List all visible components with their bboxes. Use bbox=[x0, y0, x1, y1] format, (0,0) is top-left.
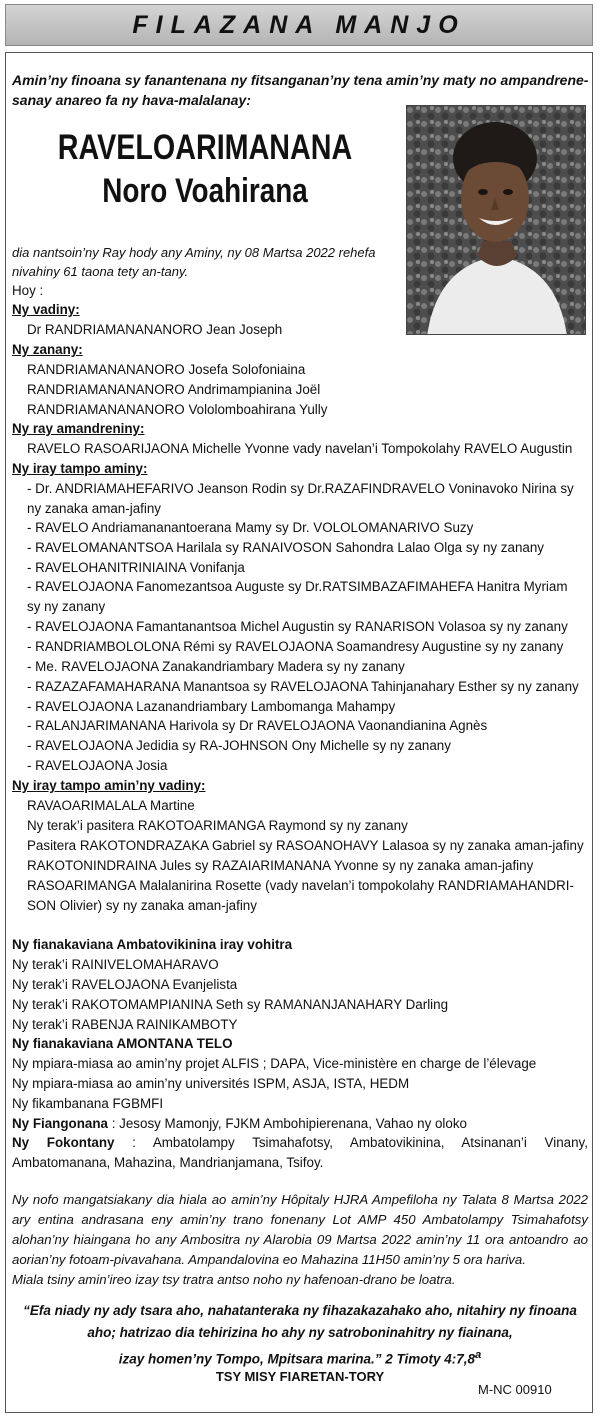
spouse-siblings-heading: Ny iray tampo amin’ny vadiny: bbox=[12, 778, 206, 793]
fokontany-text: : Ambatolampy Tsimahafotsy, Ambatovikinina, Atsinanan’i Vinany, Ambatomanana, Mahazina, Mandrianjamana, Tsifoy. bbox=[12, 1135, 588, 1170]
colleague-item: Ny mpiara-miasa ao amin’ny projet ALFIS ; DAPA, Vice-ministère en charge de l’élevage bbox=[12, 1056, 537, 1071]
church-line bbox=[12, 1114, 467, 1133]
sibling-item: - RAVELOMANANTSOA Harilala sy RANAIVOSON Sahondra Lalao Olga sy ny zanany bbox=[27, 540, 544, 555]
intro-text: Amin’ny finoana sy fanantenana ny fitsanganan’ny tena amin’ny maty no ampandrene-sanay anareo fa ny hava-malalanay: bbox=[12, 72, 589, 108]
quote-line: aho; hatrizao dia tehirizina ho ahy ny satroboninahitry ny fiainana, bbox=[87, 1325, 513, 1340]
spouse-sibling-item: Pasitera RAKOTONDRAZAKA Gabriel sy RASOANOHAVY Lalasoa sy ny zanaka aman-jafiny bbox=[27, 838, 584, 853]
sibling-item: - RAVELOJAONA Famantanantsoa Michel Augustin sy RANARISON Volasoa sy ny zanany bbox=[27, 619, 568, 634]
child-item: RANDRIAMANANANORO Vololomboahirana Yully bbox=[27, 402, 328, 417]
spouse-sibling-item: RAVAOARIMALALA Martine bbox=[27, 798, 195, 813]
reference-number: M-NC 00910 bbox=[478, 1382, 552, 1397]
quote-line bbox=[12, 1344, 588, 1371]
in-laws-heading: Ny ray amandreniny: bbox=[12, 421, 145, 436]
sibling-item: - RANDRIAMBOLOLONA Rémi sy RAVELOJAONA Soamandresy Augustine sy ny zanany bbox=[27, 639, 564, 654]
sibling-item: - RAVELOJAONA Fanomezantsoa Auguste sy Dr.RATSIMBAZAFIMAHEFA Hanitra Myriam bbox=[27, 579, 568, 594]
spouse-sibling-item: RASOARIMANGA Malalanirina Rosette (vady navelan’i tompokolahy RANDRIAMAHANDRI- bbox=[27, 878, 574, 893]
funeral-text: Ny nofo mangatsiakany dia hiala ao amin’ny Hôpitaly HJRA Ampefiloha ny Talata 8 Martsa 2022 ary entina andrasana eny amin’ny trano fonenany Lot AMP 450 Ambatolampy Tsimahafotsy alohan’ny hiaingana ho any Ambositra ny Alarobia 09 Martsa 2022 amin’ny 11 ora antoandro ao aorian’ny fotoam-pivavahana. Ampandalovina eo Mahazina 11H50 amin’ny 5 ora hariva. bbox=[12, 1192, 588, 1267]
sibling-item: - Me. RAVELOJAONA Zanakandriambary Madera sy ny zanany bbox=[27, 659, 405, 674]
sibling-item: ny zanaka aman-jafiny bbox=[27, 501, 161, 516]
children-heading: Ny zanany: bbox=[12, 342, 83, 357]
quote-line: “Efa niady ny ady tsara aho, nahatanteraka ny fihazakazahako aho, nitahiry ny finoana bbox=[23, 1303, 577, 1318]
hoy-label: Hoy : bbox=[12, 283, 44, 298]
siblings-heading: Ny iray tampo aminy: bbox=[12, 461, 148, 476]
sibling-item: - RALANJARIMANANA Harivola sy Dr RAVELOJAONA Vaonandianina Agnès bbox=[27, 718, 488, 733]
sibling-item: - RAVELOJAONA Jedidia sy RA-JOHNSON Ony Michelle sy ny zanany bbox=[27, 738, 451, 753]
spouse-sibling-item: RAKOTONINDRAINA Jules sy RAZAIARIMANANA Yvonne sy ny zanaka aman-jafiny bbox=[27, 858, 534, 873]
fokontany-label: Ny Fokontany bbox=[12, 1135, 115, 1150]
sibling-item: - RAVELO Andriamananantoerana Mamy sy Dr. VOLOLOMANARIVO Suzy bbox=[27, 520, 474, 535]
funeral-arrangements bbox=[12, 1190, 588, 1290]
header-bar bbox=[5, 4, 593, 46]
sibling-item: - RAVELOJAONA Josia bbox=[27, 758, 168, 773]
header-title: FILAZANA MANJO bbox=[132, 10, 466, 39]
quote-superscript: a bbox=[475, 1349, 482, 1361]
child-item: RANDRIAMANANANORO Josefa Solofoniaina bbox=[27, 362, 306, 377]
death-notice: dia nantsoin’ny Ray hody any Aminy, ny 08 Martsa 2022 rehefa nivahiny 61 taona tety an-tany. bbox=[12, 245, 376, 279]
church-text: : Jesosy Mamonjy, FJKM Ambohipierenana, Vahao ny oloko bbox=[111, 1116, 467, 1131]
funeral-note: Miala tsiny amin’ireo izay tsy tratra antso noho ny hafenoan-drano be loatra. bbox=[12, 1272, 456, 1287]
in-law-item: RAVELO RASOARIJAONA Michelle Yvonne vady navelan’i Tompokolahy RAVELO Augustin bbox=[27, 441, 573, 456]
sibling-item: - RAZAZAFAMAHARANA Manantsoa sy RAVELOJAONA Tahinjanahary Esther sy ny zanany bbox=[27, 679, 579, 694]
sibling-item: sy ny zanany bbox=[27, 599, 106, 614]
family-item: Ny terak’i RABENJA RAINIKAMBOTY bbox=[12, 1017, 238, 1032]
church-label: Ny Fiangonana bbox=[12, 1116, 108, 1131]
family-heading-ambatovikinina: Ny fianakaviana Ambatovikinina iray vohitra bbox=[12, 937, 293, 952]
spouse-heading: Ny vadiny: bbox=[12, 302, 80, 317]
spouse-item: Dr RANDRIAMANANANORO Jean Joseph bbox=[27, 322, 283, 337]
quote-line-text: izay homen’ny Tompo, Mpitsara marina.” 2 Timoty 4:7,8 bbox=[118, 1351, 476, 1367]
sibling-item: - RAVELOHANITRINIAINA Vonifanja bbox=[27, 560, 245, 575]
sibling-item: - Dr. ANDRIAMAHEFARIVO Jeanson Rodin sy Dr.RAZAFINDRAVELO Voninavoko Nirina sy bbox=[27, 481, 574, 496]
fokontany-paragraph bbox=[12, 1133, 588, 1173]
family-item: Ny terak’i RAINIVELOMAHARAVO bbox=[12, 957, 219, 972]
colleague-item: Ny mpiara-miasa ao amin’ny universités ISPM, ASJA, ISTA, HEDM bbox=[12, 1076, 410, 1091]
sibling-item: - RAVELOJAONA Lazanandriambary Lambomanga Mahampy bbox=[27, 699, 396, 714]
deceased-given-names: Noro Voahirana bbox=[102, 172, 308, 210]
spouse-sibling-item: Ny terak’i pasitera RAKOTOARIMANGA Raymond sy ny zanany bbox=[27, 818, 408, 833]
family-heading-amontana: Ny fianakaviana AMONTANA TELO bbox=[12, 1036, 233, 1051]
closing-line: TSY MISY FIARETAN-TORY bbox=[215, 1369, 385, 1384]
child-item: RANDRIAMANANANORO Andrimampianina Joël bbox=[27, 382, 321, 397]
portrait-image bbox=[407, 106, 586, 335]
deceased-photo bbox=[406, 105, 586, 335]
bible-quote bbox=[12, 1300, 588, 1371]
spouse-sibling-item: SON Olivier) sy ny zanaka aman-jafiny bbox=[27, 898, 257, 913]
association-item: Ny fikambanana FGBMFI bbox=[12, 1096, 164, 1111]
family-item: Ny terak’i RAKOTOMAMPIANINA Seth sy RAMANANJANAHARY Darling bbox=[12, 997, 449, 1012]
family-item: Ny terak’i RAVELOJAONA Evanjelista bbox=[12, 977, 238, 992]
deceased-surname: RAVELOARIMANANA bbox=[57, 128, 353, 167]
